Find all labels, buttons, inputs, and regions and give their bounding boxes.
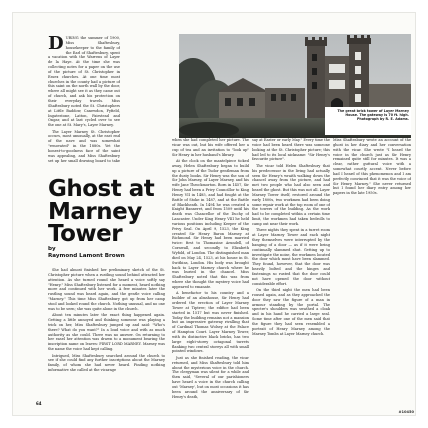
body-column-top-left bbox=[48, 36, 120, 164]
reference-code: #10450 bbox=[398, 410, 414, 414]
col2-para-2: A benefactor to his country and a builder of an almshouse, Sir Henry had ordered the erection of Layer Marney Tower at Tiptree; the edifice had been started in 1517 but was never finished. Today the building remains not a mansion but an impressive gateway rivalling that of Cardinal Thomas Wolsey at the Palace of Hampton Court. Layer Marney Tower, with its distinctive black bricks, has two large eight-storey octagonal turrets flanking two central storeys all with small pointed windows. bbox=[172, 291, 249, 354]
page-number: 64 bbox=[36, 401, 42, 406]
col1-para-0: DURING the summer of 1900, Miss Shaftesbury, housekeeper to the family of the Earl of Shaftesbury, spent a vacation with the Warrens of Layer de la Haye. At the time she was collecting notes for a paper on the use of the picture of St. Christopher in Essex churches. At one time most churches in the county had a picture of this saint on the north wall by the door, where all might see it as they came out of church, and ask his protection on their everyday travels. Miss Shaftesbury noted the St. Christophers at Little Baddow, Canewdon, Fyfield, Ingatestone, Latton, Fairstead and Ongar, and at last cycled over to see the one at St. Mary's, Layer Marney. bbox=[48, 36, 120, 128]
byline-prefix: by bbox=[48, 246, 56, 252]
body-column-4 bbox=[333, 138, 411, 410]
magazine-page bbox=[12, 12, 416, 416]
col2-para-1: At the clock on the mantelpiece ticked away, Helen Shaftesbury began to build up a picture of the Tudor gentleman from the dusty books. Sir Henry was the son of Sir John Marney, of Layer Marney, and his wife Jane Throckmorton. Born in 1457, Sir Henry had been a Privy Councillor to King Henry VII in 1485, and had fought at the Battle of Stoke in 1487, and at the Battle of Blackheath. In 1494 he was created a Knight Banneret, and from 1509 until his death was Chancellor of the Duchy of Lancaster. Under King Henry VIII he held various positions including Keeper of the Privy Seal. On April 9, 1523, the King created Sir Henry Baron Marney at Richmond. Sir Henry had been married twice: first to Thomasine Arundell, of Cornwall, and secondly to Elizabeth Wyfold, of London. The distinguished man died on May 24, 1523, at his house in St. Swithins, London. His body was brought back to Layer Marney church where he was buried in the chancel. Miss Shaftesbury noted that this was from where she thought the mystery voice had appeared to emanate. bbox=[172, 158, 249, 289]
col1-para-1: The Layer Marney St. Christopher occurs, most unusually, at the east end of the nave and was somewhat "renovated" in the 1880s. Yet the honest-to-goodness face of the saint was appealing, and Miss Shaftesbury set up her small drawing board to take bbox=[48, 129, 120, 163]
col3-para-0: say at Easter or early May." Every time the voice had been heard there was someone looking at the St. Christopher picture; this had led to its local nickname: "Sir Henry's favourite picture". bbox=[252, 138, 330, 162]
col1b-para-1: About ten minutes later the exact thing happened again. Getting a little annoyed and thinking someone was playing a trick on her, Miss Shaftesbury jumped up and said: "Who's there? What do you want?" In a loud voice and with as much authority as she could. There was no answer. On returning to her easel her attention was drawn to a monument bearing the inscription name on leaves: FIRST LORD MARNEY. Marney was the name the voice had kept calling. bbox=[48, 313, 165, 352]
article-headline: Ghost at Marney Tower bbox=[48, 176, 155, 247]
col3-para-1: The vicar told Helen Shaftesbury that his predecessor in the living had actually seen Sir Henry's wraith walking down the chancel away from the picture, and had met two people who had also seen and heard the ghost. But this was not all. Layer Marney Tower itself, restored around the early 1800s, two workmen had been doing some repair work at the top room of one of the towers of the building. As the work had to be completed within a certain time limit, the workmen had taken bedrolls to camp out near their work. bbox=[252, 163, 330, 226]
body-column-3 bbox=[252, 138, 330, 410]
col3-para-2: Three nights they spent in a turret room at Layer Marney Tower and each night they themselves were interrupted by the banging of a door — as if it were being continually slammed shut. Getting up to investigate the noise, the workmen located the door which must have been slammed. They found, however, that the door was heavily bolted and the hinges and fastenings so rusted that the door could not have opened the door without considerable effort. bbox=[252, 228, 330, 286]
article-byline bbox=[48, 246, 168, 260]
col2-para-3: Just as she finished reading, the vicar returned, and Miss Shaftesbury told him about the mysterious voice in the church. The clergyman was silent for a while and then said, "Several of our parishioners have heard a voice in the church calling out 'Marney', but on most occasions it has been around the anniversary of Sir Henry's death, bbox=[172, 355, 249, 399]
drop-cap: D bbox=[48, 36, 64, 54]
photo-caption: The great brick tower of Layer Marney House. The gateway is 70 ft. high. Photograph by R. E. Adams. bbox=[325, 107, 411, 135]
body-column-lower-left bbox=[48, 268, 165, 408]
body-column-2 bbox=[172, 138, 249, 410]
col1b-para-0: She had almost finished her preliminary sketch of the St. Christopher picture when a rustling sound behind attracted her attention. As she turned round she heard a voice softly say "Henry." Miss Shaftesbury listened for a moment, heard nothing more and continued with her work. A few minutes later the rustling sound was heard again, and the gentle voice calling "Marney." This time Miss Shaftesbury got up from her camp stool and looked round the church. Nothing unusual, and no one was to be seen; she was quite alone in the church. bbox=[48, 268, 165, 311]
author-name: Raymond Lamont Brown bbox=[48, 253, 125, 259]
col2-para-0: when she had completed her picture. The vicar was out, but his wife offered her a cup of tea and an invitation to "look up" Sir Henry in her husband's library. bbox=[172, 138, 249, 157]
col4-para-0: Miss Shaftesbury wrote an account of the ghost in her diary and her conversation with the vicar. She wrote "I heard the voice in the church just as Sir Henry remained quite still for minutes. It was a clear, rather guttural voice with a somewhat courtly accent. Never before had I heard of this phenomenon and I am perfectly convinced that it was the voice of Sir Henry Marney." She never returned but I found her diary entry among her papers in the late 1950s. bbox=[333, 138, 411, 196]
col3-para-3: On the third night the men had been roused again, and as they approached the door they saw the figure of a man in armour standing by the portal. The spectre's shoulders was swathed a cloak and in his hand he carried a large seal. Some time after one of the men said that the figure they had seen resembled a portrait of Henry Marney among the Marney Tombs at Layer Marney church. bbox=[252, 288, 330, 336]
col1b-para-2: Intrigued, Miss Shaftesbury searched around the church to see if she could find any further inscriptions about the Marney family, of whom she had never heard. Finding nothing informative she called at the vicarage bbox=[48, 353, 165, 373]
